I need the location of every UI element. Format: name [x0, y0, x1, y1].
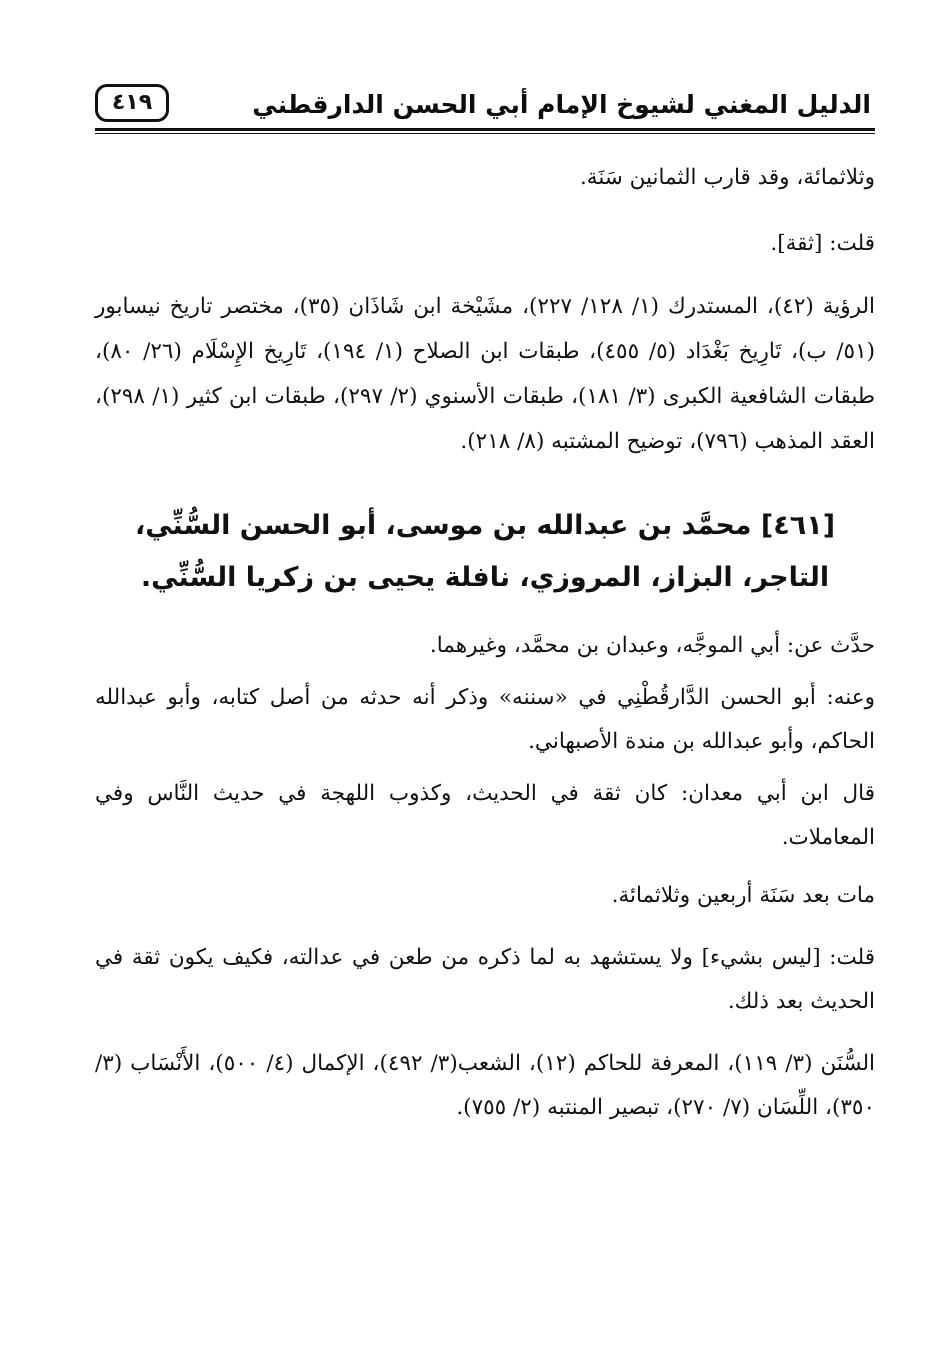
- header-rule: [95, 128, 875, 131]
- critic-saying: قال ابن أبي معدان: كان ثقة في الحديث، وكذوب اللهجة في حديث النَّاس وفي المعاملات.: [95, 781, 875, 850]
- entry-heading: [٤٦١] محمَّد بن عبدالله بن موسى، أبو الحسن السُّنِّي، التاجر، البزاز، المروزي، نافلة يحيى بن زكريا السُّنِّي.: [134, 510, 836, 593]
- previous-entry-note: قلت: [ثقة].: [770, 231, 875, 256]
- narrated-from: حدَّث عن: أبي الموجَّه، وعبدان بن محمَّد، وغيرهما.: [429, 633, 875, 658]
- header-rule-thin: [95, 133, 875, 134]
- author-note: قلت: [ليس بشيء] ولا يستشهد به لما ذكره من طعن في عدالته، فكيف يكون ثقة في الحديث بعد ذلك.: [95, 945, 875, 1014]
- previous-entry-continuation: وثلاثمائة، وقد قارب الثمانين سَنَة.: [579, 165, 875, 190]
- running-title: الدليل المغني لشيوخ الإمام أبي الحسن الدارقطني: [252, 90, 871, 119]
- previous-entry-sources: الرؤية (٤٢)، المستدرك (١/ ١٢٨/ ٢٢٧)، مشَيْخة ابن شَاذَان (٣٥)، مختصر تاريخ نيسابور (٥١/ ب)، تَارِيخ بَغْدَاد (٥/ ٤٥٥)، طبقات ابن الصلاح (١/ ١٩٤)، تَارِيخ الإِسْلَام (٢٦/ ٨٠)، طبقات الشافعية الكبرى (٣/ ١٨١)، طبقات الأسنوي (٢/ ٢٩٧)، طبقات ابن كثير (١/ ٢٩٨)، العقد المذهب (٧٩٦)، توضيح المشتبه (٨/ ٢١٨).: [95, 294, 876, 454]
- page-header: [95, 80, 875, 132]
- page-number: ٤١٩: [95, 84, 169, 122]
- book-page: [95, 80, 875, 1130]
- narrated-by: وعنه: أبو الحسن الدَّارقُطْنِي في «سننه» وذكر أنه حدثه من أصل كتابه، وأبو عبدالله الحاكم، وأبو عبدالله بن مندة الأصبهاني.: [95, 685, 875, 754]
- death-date: مات بعد سَنَة أربعين وثلاثمائة.: [611, 883, 875, 908]
- entry-sources: السُّنَن (٣/ ١١٩)، المعرفة للحاكم (١٢)، الشعب(٣/ ٤٩٢)، الإكمال (٤/ ٥٠٠)، الأَنْسَاب (٣/ ٣٥٠)، اللِّسَان (٧/ ٢٧٠)، تبصير المنتبه (٢/ ٧٥٥).: [95, 1051, 876, 1120]
